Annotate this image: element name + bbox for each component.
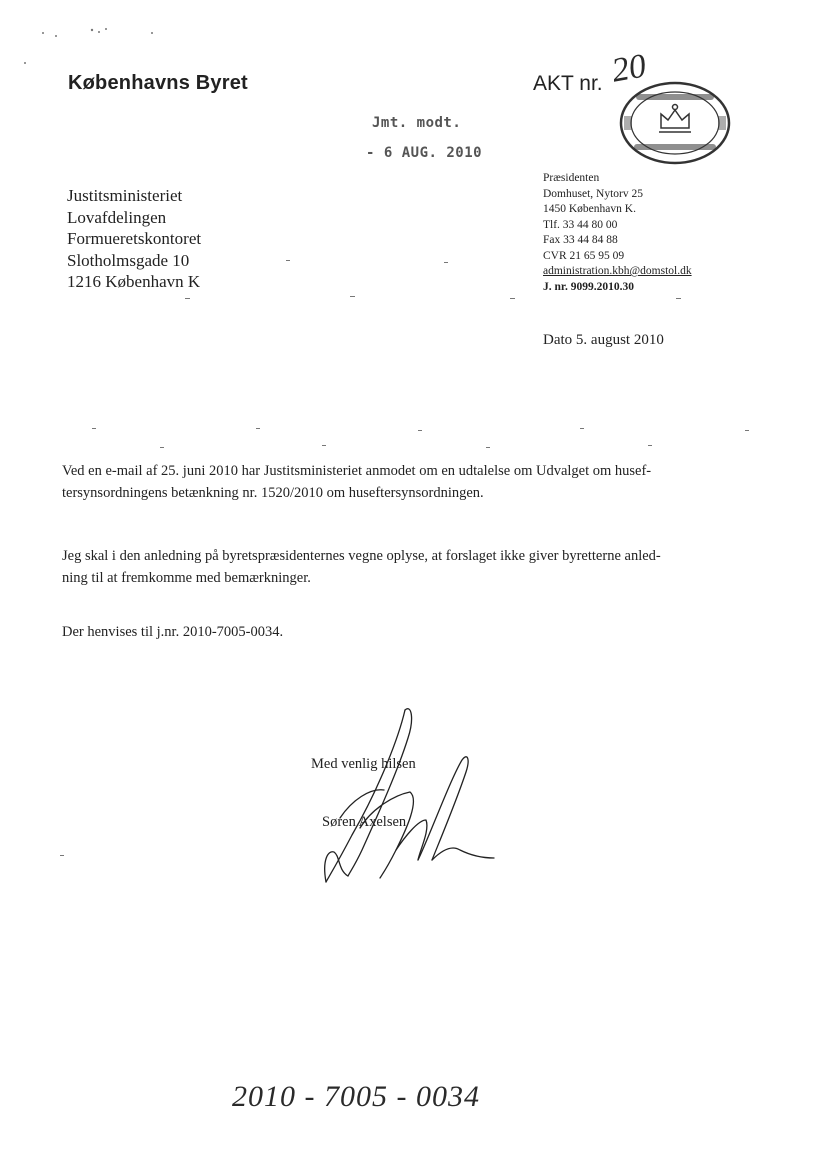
sender-title: Præsidenten [543, 172, 600, 184]
akt-label: AKT nr. [533, 72, 603, 95]
closing-greeting: Med venlig hilsen [311, 756, 416, 772]
recipient-line: Justitsministeriet [67, 186, 183, 205]
recipient-line: 1216 København K [67, 272, 201, 291]
sender-address-city: 1450 København K. [543, 203, 636, 215]
handwritten-signature [300, 700, 510, 890]
court-name: Københavns Byret [68, 72, 248, 94]
body-paragraph-1 [62, 460, 752, 504]
body-paragraph-3 [62, 621, 752, 643]
recipient-line: Formueretskontoret [67, 229, 202, 248]
sender-address-street: Domhuset, Nytorv 25 [543, 187, 643, 200]
received-stamp-date: - 6 AUG. 2010 [366, 145, 483, 161]
handwritten-reference: 2010 - 7005 - 0034 [232, 1080, 480, 1113]
recipient-line: Slotholmsgade 10 [67, 250, 190, 270]
body-line: Jeg skal i den anledning på byretspræsidenternes vegne oplyse, at forslaget ikke giver byretterne anled- [62, 548, 661, 564]
received-stamp-line1: Jmt. modt. [372, 115, 462, 131]
court-seal-stamp [618, 80, 732, 166]
sender-fax: Fax 33 44 84 88 [543, 234, 618, 246]
signer-name: Søren Axelsen [322, 814, 407, 830]
body-line: Ved en e-mail af 25. juni 2010 har Justitsministeriet anmodet om en udtalelse om Udvalget om husef- [62, 463, 652, 479]
letter-date: Dato 5. august 2010 [543, 332, 664, 348]
sender-info [543, 171, 692, 295]
sender-cvr: CVR 21 65 95 09 [543, 249, 625, 262]
akt-number: 20 [608, 47, 649, 90]
body-line: Der henvises til j.nr. 2010-7005-0034. [62, 624, 284, 640]
body-paragraph-2 [62, 545, 752, 589]
body-line: tersynsordningens betænkning nr. 1520/2010 om huseftersynsordningen. [62, 485, 484, 501]
recipient-address [67, 185, 201, 293]
sender-phone: Tlf. 33 44 80 00 [543, 218, 618, 231]
sender-email-link[interactable]: administration.kbh@domstol.dk [543, 265, 692, 277]
body-line: ning til at fremkomme med bemærkninger. [62, 570, 311, 586]
recipient-line: Lovafdelingen [67, 207, 167, 227]
sender-journal-number: J. nr. 9099.2010.30 [543, 280, 634, 293]
